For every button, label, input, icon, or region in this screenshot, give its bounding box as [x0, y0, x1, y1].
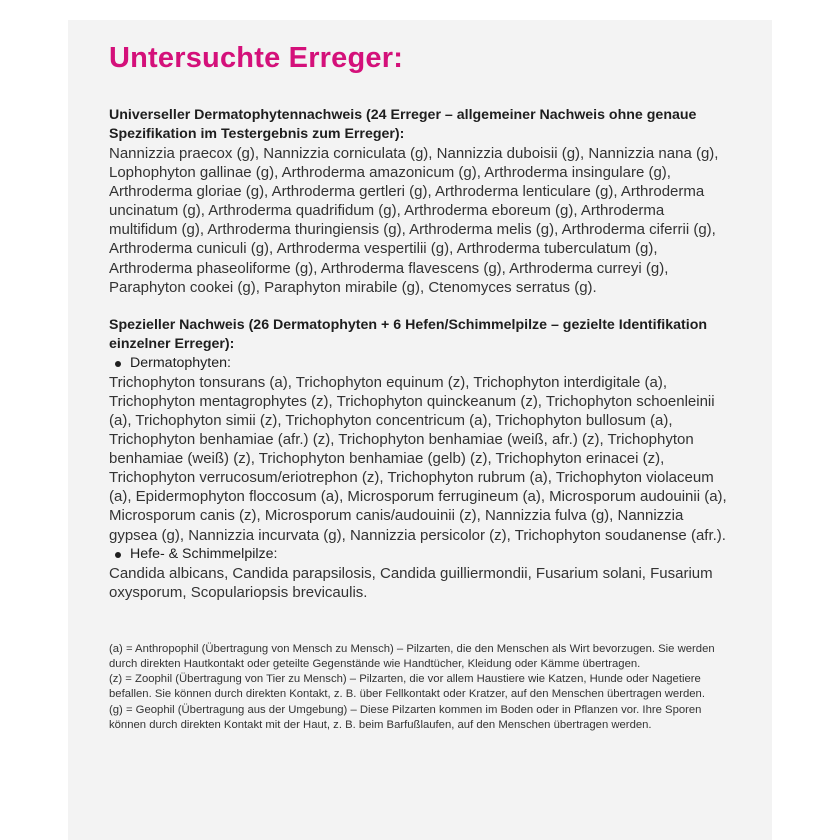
- bullet-label: Dermatophyten:: [130, 354, 231, 371]
- footnotes: [109, 642, 734, 733]
- section-heading: Spezieller Nachweis (26 Dermatophyten + 6 Hefen/Schimmelpilze – gezielte Identifikation einzelner Erreger):: [109, 316, 708, 352]
- section-body: Nannizzia praecox (g), Nannizzia corniculata (g), Nannizzia duboisii (g), Nannizzia nana (g), Lophophyton gallinae (g), Arthroderma amazonicum (g), Arthroderma insingulare (g), Arthroderma gloriae (g), Arthroderma gertleri (g), Arthroderma lenticulare (g), Arthroderma uncinatum (g), Arthroderma quadrifidum (g), Arthroderma eboreum (g), Arthroderma multifidum (g), Arthroderma thuringiensis (g), Arthroderma melis (g), Arthroderma ciferrii (g), Arthroderma cuniculi (g), Arthroderma vespertilii (g), Arthroderma tuberculatum (g), Arthroderma phaseoliforme (g), Arthroderma flavescens (g), Arthroderma curreyi (g), Paraphyton cookei (g), Paraphyton mirabile (g), Ctenomyces serratus (g).: [109, 145, 719, 296]
- bullet-item: [109, 354, 734, 373]
- footnote-zoophil: (z) = Zoophil (Übertragung von Tier zu Mensch) – Pilzarten, die vor allem Haustiere wie Katzen, Hunde oder Nagetiere befallen. Sie können durch direkten Kontakt, z. B. über Fellkontakt oder Kratzer, auf den Menschen übertragen werden.: [109, 673, 705, 701]
- footnote-geophil: (g) = Geophil (Übertragung aus der Umgebung) – Diese Pilzarten kommen im Boden oder in Pflanzen vor. Ihre Sporen können durch direkten Kontakt mit der Haut, z. B. beim Barfußlaufen, auf den Menschen übertragen werden.: [109, 703, 702, 731]
- bullet-label: Hefe- & Schimmelpilze:: [130, 545, 278, 562]
- content-panel: [68, 20, 772, 840]
- footnote-anthropophil: (a) = Anthropophil (Übertragung von Mensch zu Mensch) – Pilzarten, die den Menschen als Wirt bevorzugen. Sie werden durch direkten Hautkontakt oder geteilte Gegenstände wie Handtücher, Kleidung oder Kämme übertragen.: [109, 642, 715, 670]
- bullet-dot-icon: [115, 552, 121, 558]
- dermatophytes-list: Trichophyton tonsurans (a), Trichophyton equinum (z), Trichophyton interdigitale (a), Trichophyton mentagrophytes (z), Trichophyton quinckeanum (z), Trichophyton schoenleinii (a), Trichophyton simii (z), Trichophyton concentricum (a), Trichophyton bullosum (a), Trichophyton benhamiae (afr.) (z), Trichophyton benhamiae (weiß, afr.) (z), Trichophyton benhamiae (weiß) (z), Trichophyton benhamiae (gelb) (z), Trichophyton erinacei (z), Trichophyton verrucosum/eriotrephon (z), Trichophyton rubrum (a), Trichophyton violaceum (a), Epidermophyton floccosum (a), Microsporum ferrugineum (a), Microsporum audouinii (a), Microsporum canis (z), Microsporum canis/audouinii (z), Nannizzia fulva (g), Nannizzia gypsea (g), Nannizzia incurvata (g), Nannizzia persicolor (z), Trichophyton soudanense (afr.).: [109, 373, 727, 544]
- section-heading: Universeller Dermatophytennachweis (24 Erreger – allgemeiner Nachweis ohne genaue Spezifikation im Testergebnis zum Erreger):: [109, 107, 697, 142]
- section-specific-detection: [109, 316, 734, 602]
- bullet-item: [109, 545, 734, 564]
- bullet-dot-icon: [115, 361, 121, 367]
- page-title: Untersuchte Erreger:: [109, 42, 404, 74]
- yeasts-molds-list: Candida albicans, Candida parapsilosis, Candida guilliermondii, Fusarium solani, Fusarium oxysporum, Scopulariopsis brevicaulis.: [109, 564, 713, 601]
- document-content: [109, 40, 734, 733]
- section-universal-detection: [109, 106, 734, 297]
